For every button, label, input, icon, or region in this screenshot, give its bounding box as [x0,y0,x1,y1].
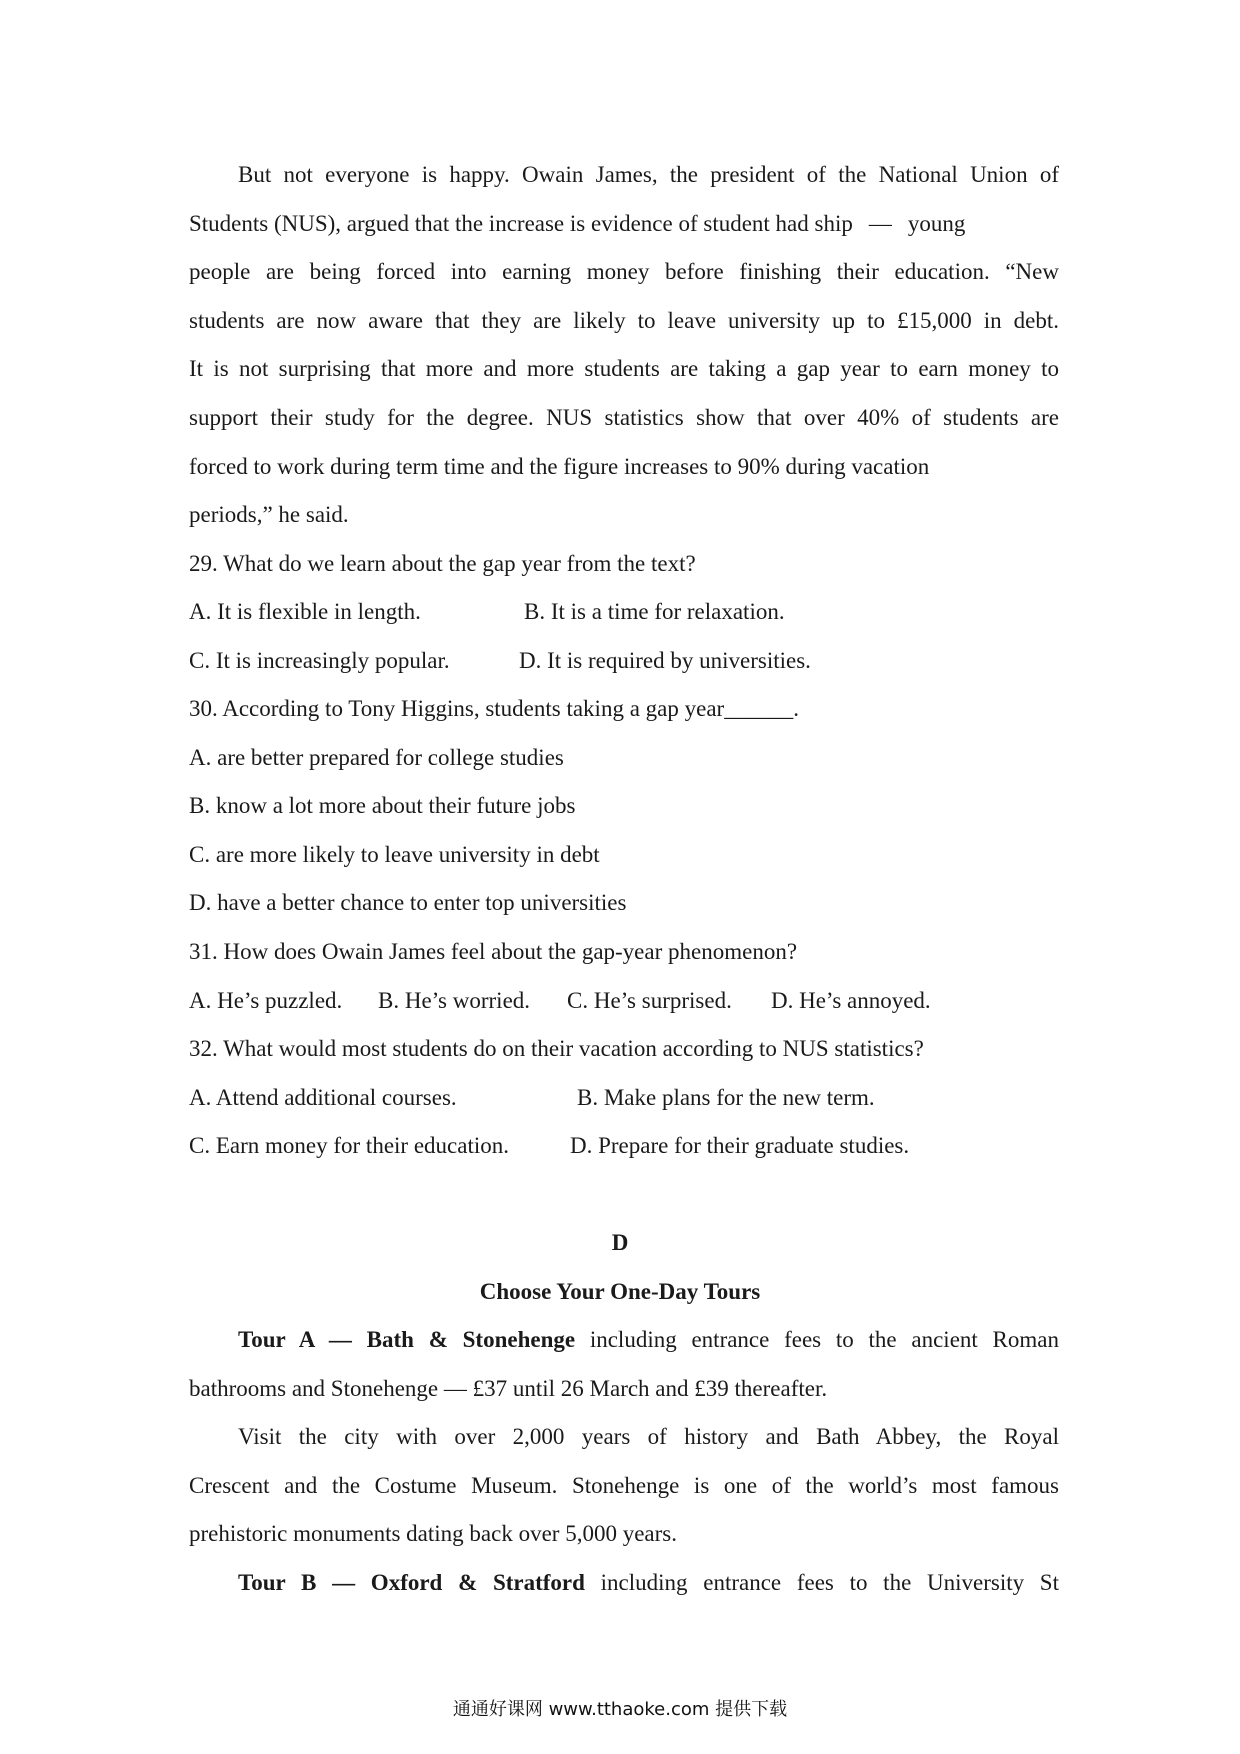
passage-text: periods,” he said. [189,502,349,527]
option-row [189,646,1059,676]
option-d: D. It is required by universities. [519,648,811,673]
option-c: C. Earn money for their education. [189,1133,509,1158]
option-b: B. Make plans for the new term. [577,1085,875,1110]
passage-line [189,354,1059,384]
option-a: A. It is flexible in length. [189,599,421,624]
option-c: C. are more likely to leave university in debt [189,842,600,867]
question-stem: 29. What do we learn about the gap year from the text? [189,551,696,576]
question-stem: 30. According to Tony Higgins, students taking a gap year______. [189,696,799,721]
em-dash: — [868,211,892,236]
option-row [189,1131,1059,1161]
passage-text: young [907,211,966,236]
passage-text: It is not surprising that more and more students are taking a gap year to earn money to [189,356,1059,381]
option-row [189,1083,1059,1113]
option-b: B. know a lot more about their future jobs [189,793,576,818]
tour-a-detail: including entrance fees to the ancient Roman [575,1327,1059,1352]
tour-a-description: prehistoric monuments dating back over 5,000 years. [189,1521,677,1546]
passage-line [189,257,1059,287]
tour-a-heading-line [238,1325,1059,1355]
tour-b-heading-line [238,1568,1059,1598]
option-d: D. have a better chance to enter top universities [189,890,627,915]
passage-text: But not everyone is happy. Owain James, the president of the National Union of [238,162,1059,187]
passage-line [189,209,1059,239]
passage-text: forced to work during term time and the figure increases to 90% during vacation [189,454,930,479]
tour-a-description: Visit the city with over 2,000 years of history and Bath Abbey, the Royal [238,1424,1059,1449]
option-a: A. are better prepared for college studies [189,745,564,770]
passage-text: support their study for the degree. NUS statistics show that over 40% of students are [189,405,1059,430]
section-title: Choose Your One-Day Tours [479,1279,761,1304]
option-b: B. It is a time for relaxation. [524,599,785,624]
tour-a-price: bathrooms and Stonehenge — £37 until 26 March and £39 thereafter. [189,1376,828,1401]
option-a: A. Attend additional courses. [189,1085,457,1110]
passage-text: Students (NUS), argued that the increase is evidence of student had ship [189,211,853,236]
section-letter: D [611,1230,629,1255]
tour-b-name: Tour B — Oxford & Stratford [238,1570,585,1595]
passage-text: students are now aware that they are likely to leave university up to £15,000 in debt. [189,308,1059,333]
option-d: D. Prepare for their graduate studies. [570,1133,910,1158]
page-footer: 通通好课网 www.tthaoke.com 提供下载 [452,1699,788,1720]
option-d: D. He’s annoyed. [771,988,931,1013]
question-stem: 32. What would most students do on their vacation according to NUS statistics? [189,1036,924,1061]
question-stem: 31. How does Owain James feel about the gap-year phenomenon? [189,939,798,964]
option-a: A. He’s puzzled. [189,988,343,1013]
passage-line [238,160,1059,190]
tour-a-name: Tour A — Bath & Stonehenge [238,1327,576,1352]
option-row [189,986,1059,1016]
option-b: B. He’s worried. [378,988,531,1013]
option-c: C. It is increasingly popular. [189,648,450,673]
passage-line [189,403,1059,433]
option-c: C. He’s surprised. [567,988,732,1013]
option-row [189,597,1059,627]
passage-line [189,306,1059,336]
tour-a-description: Crescent and the Costume Museum. Stonehenge is one of the world’s most famous [189,1473,1059,1498]
passage-line [189,452,1059,482]
passage-line [189,500,1059,530]
tour-b-detail: including entrance fees to the University St [584,1570,1059,1595]
passage-text: people are being forced into earning money before finishing their education. “New [189,259,1059,284]
